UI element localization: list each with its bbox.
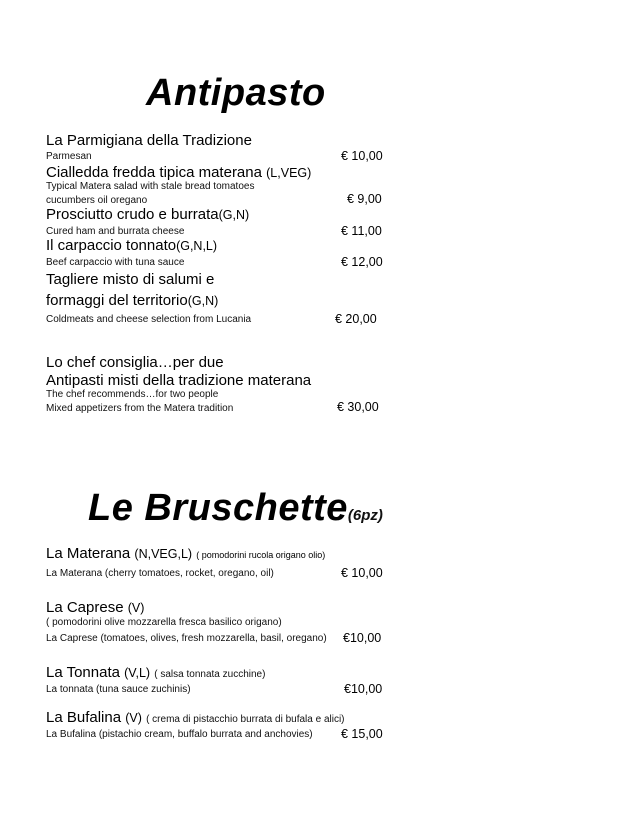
menu-item-name-line xyxy=(46,599,144,616)
menu-item-price: €10,00 xyxy=(343,631,382,645)
bruschette-title-line xyxy=(88,487,383,530)
menu-item-description: Typical Matera salad with stale bread tomatoes xyxy=(46,181,255,192)
menu-item-name-line xyxy=(46,545,325,562)
menu-item-price: € 9,00 xyxy=(347,192,382,206)
menu-item-description: Parmesan xyxy=(46,151,92,162)
menu-item-name-line xyxy=(46,292,218,309)
menu-item-name-line xyxy=(46,206,249,223)
menu-item-name: La Tonnata xyxy=(46,664,120,681)
menu-item-price: € 20,00 xyxy=(335,312,377,326)
menu-item-name: Cialledda fredda tipica materana xyxy=(46,164,262,181)
menu-item-description: Cured ham and burrata cheese xyxy=(46,226,185,237)
menu-item-name: Tagliere misto di salumi e xyxy=(46,271,215,288)
menu-item-name: Il carpaccio tonnato xyxy=(46,237,177,254)
menu-item-tags: (G,N) xyxy=(218,208,250,222)
menu-item-name-line xyxy=(46,664,265,681)
menu-item-price: € 11,00 xyxy=(341,224,382,238)
menu-item-name-line xyxy=(46,709,345,726)
menu-item-ingredients: ( pomodorini rucola origano olio) xyxy=(196,550,326,560)
menu-item-price: € 12,00 xyxy=(341,255,383,269)
chef-recommends-description: The chef recommends…for two people xyxy=(46,389,219,400)
menu-item-tags: (G,N) xyxy=(187,294,219,308)
chef-recommends-price: € 30,00 xyxy=(337,400,379,414)
menu-item-name: La Parmigiana della Tradizione xyxy=(46,132,252,149)
menu-item-description: Coldmeats and cheese selection from Lucania xyxy=(46,314,252,325)
menu-item-price: € 10,00 xyxy=(341,566,383,580)
menu-item-description: La Materana (cherry tomatoes, rocket, oregano, oil) xyxy=(46,568,274,579)
menu-item-price: €10,00 xyxy=(344,682,383,696)
menu-item-name-line xyxy=(46,164,311,181)
chef-recommends-heading: Lo chef consiglia…per due xyxy=(46,354,224,371)
menu-item-name-line xyxy=(46,237,217,254)
menu-item-ingredients: ( crema di pistacchio burrata di bufala e alici) xyxy=(146,714,345,725)
menu-item-name-cont: formaggi del territorio xyxy=(46,292,188,309)
menu-item-name: La Bufalina xyxy=(46,709,122,726)
menu-item-ingredients: ( pomodorini olive mozzarella fresca basilico origano) xyxy=(46,617,282,628)
menu-item-tags: (V,L) xyxy=(124,666,151,680)
menu-item-name: La Materana xyxy=(46,545,131,562)
menu-item-description: La Caprese (tomatoes, olives, fresh mozzarella, basil, oregano) xyxy=(46,633,327,644)
menu-item-name: Prosciutto crudo e burrata xyxy=(46,206,219,223)
menu-item-tags: (G,N,L) xyxy=(176,239,218,253)
menu-item-tags: (L,VEG) xyxy=(266,166,312,180)
antipasto-title: Antipasto xyxy=(146,72,326,114)
menu-item-price: € 10,00 xyxy=(341,149,383,163)
menu-item-name: La Caprese xyxy=(46,599,124,616)
menu-item-description: La tonnata (tuna sauce zuchinis) xyxy=(46,684,191,695)
menu-item-description: Beef carpaccio with tuna sauce xyxy=(46,257,185,268)
menu-item-tags: (V) xyxy=(127,601,145,615)
menu-item-description: La Bufalina (pistachio cream, buffalo burrata and anchovies) xyxy=(46,729,313,740)
menu-item-description-cont: cucumbers oil oregano xyxy=(46,195,148,206)
chef-recommends-dish: Antipasti misti della tradizione materana xyxy=(46,372,312,389)
menu-item-tags: (V) xyxy=(125,711,142,725)
bruschette-portion: (6pz) xyxy=(347,507,383,524)
menu-item-price: € 15,00 xyxy=(341,727,383,741)
chef-recommends-description-cont: Mixed appetizers from the Matera tradition xyxy=(46,403,234,414)
menu-item-tags: (N,VEG,L) xyxy=(134,547,193,561)
bruschette-title: Le Bruschette xyxy=(88,487,348,529)
menu-item-ingredients: ( salsa tonnata zucchine) xyxy=(154,669,266,680)
